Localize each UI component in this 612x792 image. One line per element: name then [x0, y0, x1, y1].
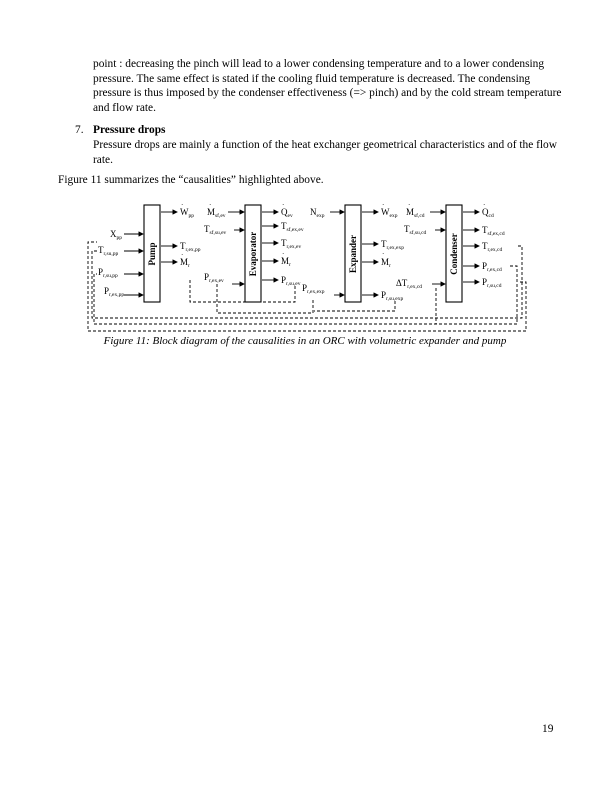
label-t-sf-su-ev: T — [204, 224, 210, 234]
expander-inputs — [302, 207, 344, 295]
block-pump — [144, 205, 160, 302]
list-item-title: Pressure drops — [93, 124, 166, 136]
svg-text:·: · — [408, 201, 411, 209]
label-n-exp: N — [310, 207, 317, 217]
figure-intro-text: Figure 11 summarizes the “causalities” highlighted above. — [58, 174, 324, 186]
svg-text:Tsf,su,cd: $T_{sf,su,cd}$ — [404, 224, 427, 236]
label-p-r-su-pp: P — [98, 267, 104, 277]
svg-text:Qcd: $Q_{cd}$ — [482, 207, 494, 219]
page-number: 19 — [542, 723, 554, 735]
label-t-r-su-pp: T — [98, 245, 104, 255]
svg-text:Tr,ex,exp: $T_{r,ex,exp}$ — [381, 239, 404, 251]
label-t-sf-ex-ev: T — [281, 221, 287, 231]
label-t-r-ex-ev: T — [281, 238, 287, 248]
svg-text:Pr,su,ev: $P_{r,su,ev}$ — [281, 275, 301, 287]
svg-text:Pr,ex,exp: $P_{r,ex,exp}$ — [302, 283, 325, 295]
label-p-r-ex-exp: P — [302, 283, 308, 293]
svg-text:Pr,ex,cd: $P_{r,ex,cd}$ — [482, 261, 502, 273]
svg-text:Pr,ex,ev: $P_{r,ex,ev}$ — [204, 272, 224, 284]
label-w-pp: W — [180, 207, 189, 217]
svg-text:·: · — [209, 201, 212, 209]
block-expander — [345, 205, 361, 302]
figure-caption: Figure 11: Block diagram of the causalities in an ORC with volumetric expander and pump — [103, 335, 507, 347]
svg-text:Tr,ex,cd: $T_{r,ex,cd}$ — [482, 241, 503, 253]
svg-text:ΔTr,ex,cd: $\Delta T_{r,ex,cd}$ — [396, 278, 423, 290]
block-condenser — [446, 205, 462, 302]
block-label-pump: Pump — [147, 242, 157, 266]
causality-block-diagram — [80, 198, 530, 333]
svg-text:Xpp: $X_{pp}$ — [110, 229, 122, 241]
svg-text:Pr,su,cd: $P_{r,su,cd}$ — [482, 277, 502, 289]
label-w-exp: W — [381, 207, 390, 217]
svg-text:Mr: $M_r$ — [281, 256, 291, 268]
label-p-r-ex-cd: P — [482, 261, 488, 271]
paragraph-pinch-effect: point : decreasing the pinch will lead to a lower condensing temperature and to a lower condensing pressure. The same effect is stated if the cooling fluid temperature is decreased. The condensing pressure is thus imposed by the condenser effectiveness (=> pinch) and by the cold stream temperature and flow rate. — [93, 58, 562, 114]
label-q-cd: Q — [482, 207, 489, 217]
label-dt-r-ex-cd: ΔT — [396, 278, 408, 288]
svg-text:Tsf,ex,cd: $T_{sf,ex,cd}$ — [482, 225, 505, 237]
label-p-r-su-ev: P — [281, 275, 287, 285]
condenser-outputs — [463, 201, 505, 289]
block-label-condenser: Condenser — [449, 233, 459, 275]
svg-text:Msf,ev: $M_{sf,ev}$ — [207, 207, 226, 219]
label-m-r-pump: M — [180, 257, 189, 267]
pump-outputs — [161, 201, 201, 269]
label-t-sf-su-cd: T — [404, 224, 410, 234]
label-m-r-expander: M — [381, 257, 390, 267]
svg-text:·: · — [483, 201, 486, 209]
label-m-sf-cd: M — [406, 207, 415, 217]
block-label-evaporator: Evaporator — [248, 231, 258, 277]
label-m-sf-ev: M — [207, 207, 216, 217]
label-x-pp: X — [110, 229, 117, 239]
svg-text:Nexp: $N_{exp}$ — [310, 207, 325, 219]
list-item-body: Pressure drops are mainly a function of the heat exchanger geometrical characteristics and of the flow rate. — [93, 139, 557, 166]
label-p-r-ex-ev: P — [204, 272, 210, 282]
label-q-ev: Q — [281, 207, 288, 217]
svg-text:Wpp: $W_{pp}$ — [180, 207, 194, 219]
label-p-r-su-cd: P — [482, 277, 488, 287]
block-label-expander: Expander — [348, 234, 358, 274]
svg-text:Mr: $M_r$ — [180, 257, 190, 269]
svg-text:Pr,su,exp: $P_{r,su,exp}$ — [381, 290, 404, 302]
svg-text:·: · — [181, 201, 184, 209]
svg-text:Tr,ex,pp: $T_{r,ex,pp}$ — [180, 241, 201, 253]
svg-text:Tr,su,pp: $T_{r,su,pp}$ — [98, 245, 119, 257]
svg-text:Tsf,ex,ev: $T_{sf,ex,ev}$ — [281, 221, 304, 233]
label-m-r-evap: M — [281, 256, 290, 266]
svg-text:·: · — [282, 201, 285, 209]
svg-text:Qev: $Q_{ev}$ — [281, 207, 293, 219]
label-p-r-ex-pp: P — [104, 286, 110, 296]
svg-text:Tr,ex,ev: $T_{r,ex,ev}$ — [281, 238, 302, 250]
label-t-r-ex-cd: T — [482, 241, 488, 251]
svg-text:·: · — [282, 250, 285, 258]
svg-text:Msf,cd: $M_{sf,cd}$ — [406, 207, 425, 219]
label-p-r-su-exp: P — [381, 290, 387, 300]
svg-text:Mr: $M_r$ — [381, 257, 391, 269]
block-evaporator — [245, 205, 261, 302]
svg-text:Wexp: $W_{exp}$ — [381, 207, 398, 219]
label-t-r-ex-pp: T — [180, 241, 186, 251]
evaporator-inputs — [204, 201, 244, 284]
list-item-number: 7. — [75, 124, 84, 136]
svg-text:·: · — [382, 201, 385, 209]
pump-inputs — [98, 229, 143, 298]
evaporator-outputs — [262, 201, 304, 287]
label-t-r-ex-exp: T — [381, 239, 387, 249]
svg-text:Pr,su,pp: $P_{r,su,pp}$ — [98, 267, 118, 279]
label-t-sf-ex-cd: T — [482, 225, 488, 235]
svg-text:·: · — [181, 251, 184, 259]
svg-text:·: · — [382, 250, 385, 258]
svg-text:Tsf,su,ev: $T_{sf,su,ev}$ — [204, 224, 227, 236]
svg-text:Pr,ex,pp: $P_{r,ex,pp}$ — [104, 286, 125, 298]
